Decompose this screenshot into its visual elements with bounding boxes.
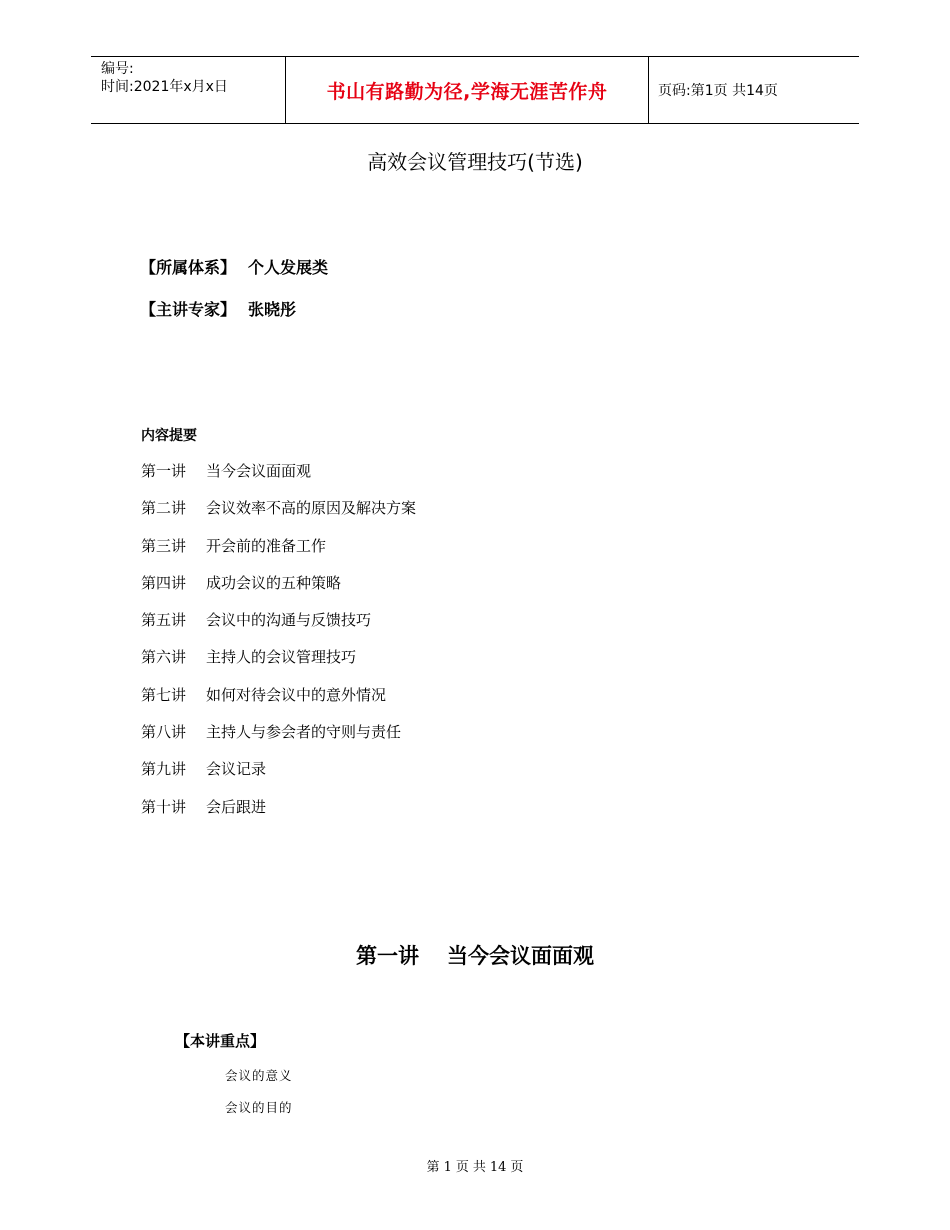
toc-item: 第一讲 当今会议面面观 — [141, 462, 312, 480]
toc-item: 第二讲 会议效率不高的原因及解决方案 — [141, 499, 417, 518]
category-line — [140, 255, 328, 278]
page-header — [91, 56, 859, 124]
motto: 书山有路勤为径,学海无涯苦作舟 — [286, 57, 649, 123]
serial-label: 编号: — [101, 61, 134, 77]
page-footer: 第 1 页 共 14 页 — [426, 1160, 524, 1175]
category-label: 【所属体系】 — [140, 258, 237, 277]
lecture-name: 当今会议面面观 — [447, 944, 594, 968]
header-page-info: 页码:第1页 共14页 — [658, 83, 778, 99]
toc-item: 第九讲 会议记录 — [141, 760, 267, 779]
toc-item: 第六讲 主持人的会议管理技巧 — [141, 648, 357, 667]
toc-item: 第十讲 会后跟进 — [141, 797, 267, 816]
key-point: 会议的意义 — [225, 1068, 293, 1083]
key-points-heading: 【本讲重点】 — [175, 1032, 266, 1050]
toc-item: 第八讲 主持人与参会者的守则与责任 — [141, 723, 402, 742]
header-info-cell — [91, 57, 286, 123]
lecture-title — [0, 940, 950, 970]
category-value: 个人发展类 — [248, 258, 329, 277]
toc-item: 第七讲 如何对待会议中的意外情况 — [141, 685, 387, 704]
footer-total-pages: 14 — [489, 1160, 507, 1175]
lecture-num: 第一讲 — [356, 944, 419, 968]
toc-heading: 内容提要 — [141, 428, 197, 444]
expert-label: 【主讲专家】 — [140, 300, 237, 319]
expert-value: 张晓彤 — [248, 300, 297, 319]
toc-item: 第四讲 成功会议的五种策略 — [141, 573, 342, 592]
footer-page-number: 1 — [443, 1160, 452, 1175]
toc-item: 第五讲 会议中的沟通与反馈技巧 — [141, 611, 372, 630]
document-title: 高效会议管理技巧(节选) — [367, 150, 583, 174]
expert-line — [140, 297, 296, 320]
toc-list — [141, 461, 416, 834]
time-label: 时间:2021年x月x日 — [101, 79, 228, 95]
toc-item: 第三讲 开会前的准备工作 — [141, 536, 327, 555]
key-point: 会议的目的 — [225, 1100, 293, 1115]
key-points-list — [225, 1067, 293, 1131]
